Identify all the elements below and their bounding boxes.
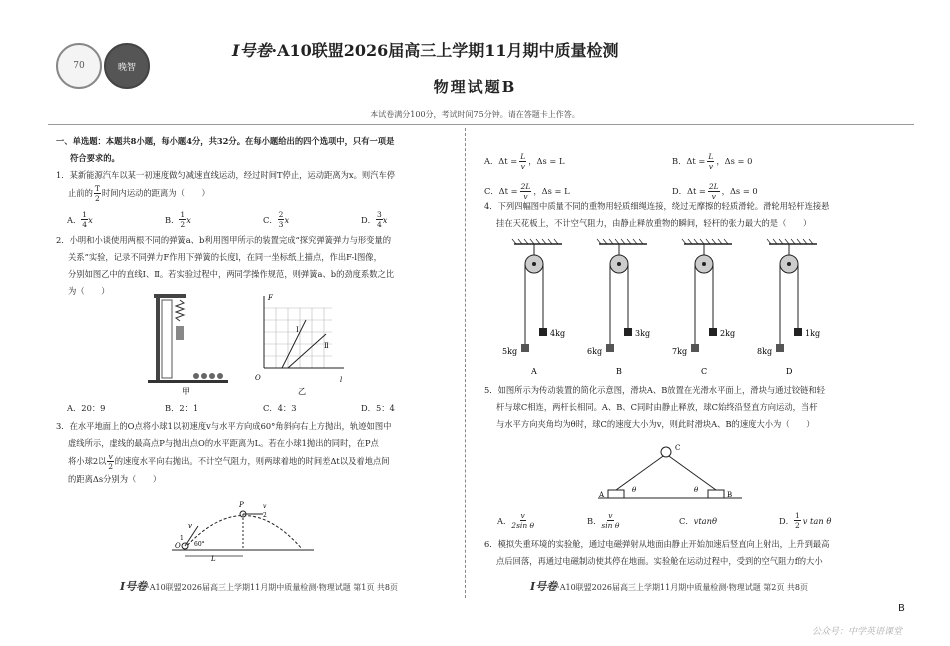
svg-text:8kg: 8kg xyxy=(757,347,773,356)
label-v: v xyxy=(188,522,192,530)
svg-text:B: B xyxy=(616,367,622,376)
school-seal-logo: 70 xyxy=(56,43,102,89)
projectile-figure xyxy=(168,494,318,562)
label-c: C xyxy=(675,444,681,452)
education-logo: 晚智 xyxy=(104,43,150,89)
fraction: T 2 xyxy=(94,184,100,203)
pulley-figure-a xyxy=(494,238,579,378)
page-title xyxy=(232,38,872,61)
line-i-label: Ⅰ xyxy=(296,326,299,334)
line-ii-label: Ⅱ xyxy=(324,342,329,350)
weights xyxy=(176,326,184,340)
slider-b xyxy=(708,490,724,498)
column-divider xyxy=(465,128,466,598)
svg-text:A: A xyxy=(531,367,537,376)
axis-l-label: l xyxy=(340,376,343,384)
svg-text:3kg: 3kg xyxy=(635,329,651,338)
svg-text:D: D xyxy=(786,367,793,376)
question-5: 5．如图所示为传动装置的简化示意图，滑块A、B放置在光滑水平面上，滑块与通过铰链和轻 杆与球C相连，两杆长相同。A、B、C同时由静止释放，球C始终沿竖直方向运动，当杆 与水平方向夹角均为θ时，球C的速度大小为v，则此时滑块A、B的速度大小为（ ） xyxy=(484,385,825,429)
footer-left: I号卷·A10联盟2026届高三上学期11月期中质量检测·物理试题 第1页 共8页 xyxy=(120,580,399,593)
spare-weights xyxy=(193,373,223,379)
ruler xyxy=(162,300,172,378)
option-b[interactable]: B． v sin θ xyxy=(587,511,620,530)
label-1: 1 xyxy=(180,535,184,542)
origin-label: O xyxy=(255,374,261,382)
option-d[interactable]: D． 1 2 v tan θ xyxy=(779,511,832,530)
option-b[interactable]: B． 1 2 x xyxy=(165,210,191,229)
rod-b xyxy=(666,454,716,490)
question-2: 2．小明和小谈使用两根不同的弹簧a、b利用图甲所示的装置完成“探究弹簧弹力与形变量的 关系”实验，记录不同弹力F作用下弹簧的长度l，在同一坐标纸上描点，作出F-l图像， 分别如图乙中的直线Ⅰ、Ⅱ。若实验过程中，两同学操作规范，则弹簧a、b的劲度系数之比 为（ ） xyxy=(56,235,395,296)
spring-apparatus-figure xyxy=(140,290,240,398)
svg-text:2kg: 2kg xyxy=(720,329,736,338)
apparatus-arm xyxy=(154,294,186,298)
label-theta-left: θ xyxy=(632,486,637,494)
q1-options xyxy=(67,210,457,229)
ball-c xyxy=(661,447,671,457)
q5-options xyxy=(497,511,907,530)
question-6: 6．模拟失重环境的实验舱，通过电磁弹射从地面由静止开始加速后竖直向上射出，上升到最高 点后回落，再通过电磁制动使其停在地面。实验舱在运动过程中，受到的空气阻力f的大小 xyxy=(484,539,830,566)
fig-yi-label: 乙 xyxy=(298,387,306,396)
svg-text:1kg: 1kg xyxy=(805,329,821,338)
footer-right: I号卷·A10联盟2026届高三上学期11月期中质量检测·物理试题 第2页 共8页 xyxy=(530,580,809,593)
option-a[interactable]: A． v 2sin θ xyxy=(497,511,535,530)
svg-text:4kg: 4kg xyxy=(550,329,566,338)
option-d[interactable]: D． Δt = $\frac{2L}{v}$ ，Δs = 0 xyxy=(672,181,758,201)
pulley-figure-c xyxy=(664,238,749,378)
label-angle: 60° xyxy=(194,541,205,548)
fig-jia-label: 甲 xyxy=(182,387,190,396)
option-c[interactable]: C． vtanθ xyxy=(679,515,717,526)
apparatus-stand xyxy=(156,294,160,380)
label-o: O xyxy=(175,542,181,550)
label-l: L xyxy=(211,555,216,562)
watermark: 公众号：中学英语课堂 xyxy=(812,627,903,637)
label-p: P xyxy=(239,501,244,509)
option-d[interactable]: D．5：4 xyxy=(361,403,395,413)
question-1: 1．某新能源汽车以某一初速度做匀减速直线运动，经过时间T停止，运动距离为x。则汽车停 止前的 T 2 时间内运动的距离为（ ） xyxy=(56,170,396,203)
option-a[interactable]: A． Δt = $\frac{L}{v}$ ，Δs = L xyxy=(484,151,565,171)
pulley-figure-d xyxy=(749,238,834,378)
option-d[interactable]: D． 3 4 x xyxy=(361,210,388,229)
version-mark: B xyxy=(898,603,905,614)
rod-a xyxy=(616,454,666,490)
q3-options xyxy=(484,146,904,206)
question-3: 3．在水平地面上的O点将小球1以初速度v与水平方向成60°角斜向右上方抛出，轨迹如图中 虚线所示，虚线的最高点P与抛出点O的水平距离为L。若在小球1抛出的同时，在P点 将小球2以 v 2 的速度水平向右抛出。不计空气阻力，则两球着地的时间差Δt以及着地点间 的距离Δs分别为（ ） xyxy=(56,421,392,484)
option-a[interactable]: A． 1 4 x xyxy=(67,210,93,229)
slider-a xyxy=(608,490,624,498)
spring xyxy=(176,300,184,321)
label-theta-right: θ xyxy=(694,486,699,494)
option-c[interactable]: C．4：3 xyxy=(263,403,297,413)
svg-text:5kg: 5kg xyxy=(502,347,518,356)
option-a[interactable]: A．20：9 xyxy=(67,403,106,413)
label-v2-den: 2 xyxy=(263,512,267,519)
axis-f-label: F xyxy=(268,294,273,302)
label-b: B xyxy=(727,491,733,499)
title-text: ·A10联盟2026届高三上学期11月期中质量检测 xyxy=(271,41,619,60)
line-ii xyxy=(288,334,326,368)
svg-text:6kg: 6kg xyxy=(587,347,603,356)
pulley-figures xyxy=(494,238,834,378)
linkage-figure xyxy=(590,440,750,502)
exam-subtitle: 物理试题B xyxy=(433,78,517,96)
f-l-graph-figure xyxy=(252,290,352,398)
option-c[interactable]: C． Δt = $\frac{2L}{v}$ ，Δs = L xyxy=(484,181,570,201)
option-c[interactable]: C． 2 3 x xyxy=(263,210,290,229)
fraction: v 2 xyxy=(108,452,113,471)
svg-text:C: C xyxy=(701,367,708,376)
pulley-figure-b xyxy=(579,238,664,378)
apparatus-base xyxy=(148,380,228,383)
label-a: A xyxy=(599,491,605,499)
q2-options xyxy=(67,402,457,414)
exam-notice: 本试卷满分100分，考试时间75分钟。请在答题卡上作答。 xyxy=(370,110,580,119)
option-b[interactable]: B．2：1 xyxy=(165,403,199,413)
brand-name: I号卷 xyxy=(232,41,272,60)
section-heading: 一、单选题：本题共8小题，每小题4分，共32分。在每小题给出的四个选项中，只有一项是 符合要求的。 xyxy=(56,136,395,163)
label-v2-num: v xyxy=(263,503,267,510)
header-divider xyxy=(48,124,914,125)
svg-text:7kg: 7kg xyxy=(672,347,688,356)
question-4: 4．下列四幅图中质量不同的重物用轻质细绳连接，绕过无摩擦的轻质滑轮。滑轮用轻杆连接悬 挂在天花板上，不计空气阻力，由静止释放重物的瞬间，轻杆的张力最大的是（ ） xyxy=(484,201,830,228)
option-b[interactable]: B． Δt = $\frac{L}{v}$ ，Δs = 0 xyxy=(672,151,753,171)
